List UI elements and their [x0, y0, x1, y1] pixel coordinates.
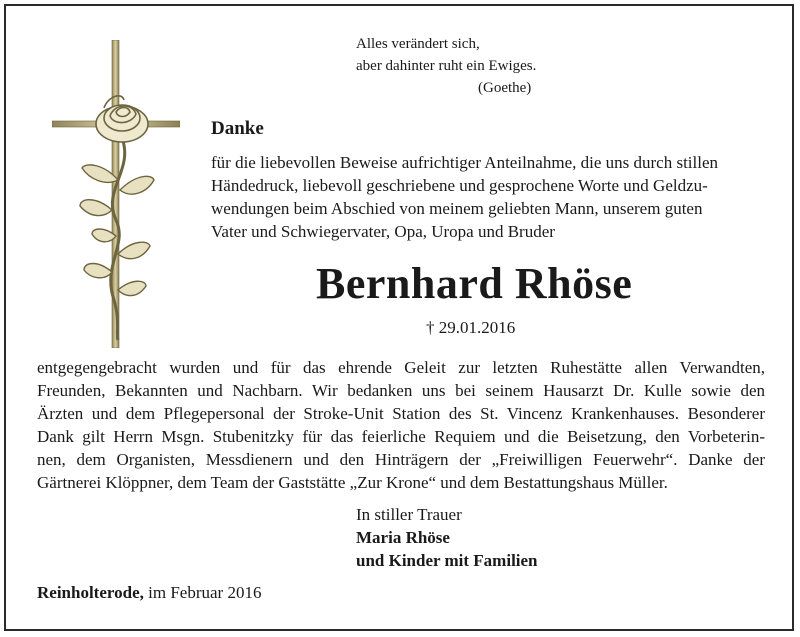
body-line: Freunden, Bekannten und Nachbarn. Wir bedanken uns bei seinem Hausarzt Dr. Kulle sowie den [37, 381, 765, 400]
body-line: nen, dem Organisten, Messdienern und den Hinträgern der „Freiwilligen Feuerwehr“. Danke der [37, 450, 765, 469]
place-date: im Februar 2016 [148, 583, 262, 602]
body-line: Dank gilt Herrn Msgn. Stubenitzky für das feierliche Requiem und die Beisetzung, den Vorbeterin- [37, 427, 765, 446]
signature-line-1: In stiller Trauer [356, 505, 462, 524]
quote-source: (Goethe) [478, 80, 532, 96]
intro-line: für die liebevollen Beweise aufrichtiger Anteilnahme, die uns durch stillen [211, 153, 719, 172]
place-town: Reinholterode, [37, 583, 144, 602]
body-line: Ärzten und dem Pflegepersonal der Stroke-Unit Station des St. Vincenz Krankenhauses. Besonderer [37, 404, 765, 423]
body-paragraph [37, 356, 765, 494]
place-and-date [37, 583, 261, 603]
signature-line-2: Maria Rhöse [356, 528, 450, 547]
goethe-quote [356, 33, 536, 99]
deceased-name: Bernhard Rhöse [316, 259, 633, 308]
intro-line: Händedruck, liebevoll geschriebene und gesprochene Worte und Geldzu- [211, 176, 708, 195]
heading-danke: Danke [211, 118, 264, 139]
intro-line: wendungen beim Abschied von meinem geliebten Mann, unserem guten [211, 199, 703, 218]
cross-with-rose-icon [52, 40, 180, 348]
signature-block [356, 503, 538, 572]
body-line: entgegengebracht wurden und für das ehrende Geleit zur letzten Ruhestätte allen Verwandten, [37, 358, 765, 377]
intro-line: Vater und Schwiegervater, Opa, Uropa und Bruder [211, 222, 555, 241]
death-date: † 29.01.2016 [426, 318, 516, 337]
body-line: Gärtnerei Klöppner, dem Team der Gaststätte „Zur Krone“ und dem Bestattungshaus Müller. [37, 473, 668, 492]
quote-line-1: Alles verändert sich, [356, 36, 480, 52]
quote-line-2: aber dahinter ruht ein Ewiges. [356, 58, 537, 74]
intro-paragraph [211, 151, 763, 243]
signature-line-3: und Kinder mit Familien [356, 551, 538, 570]
